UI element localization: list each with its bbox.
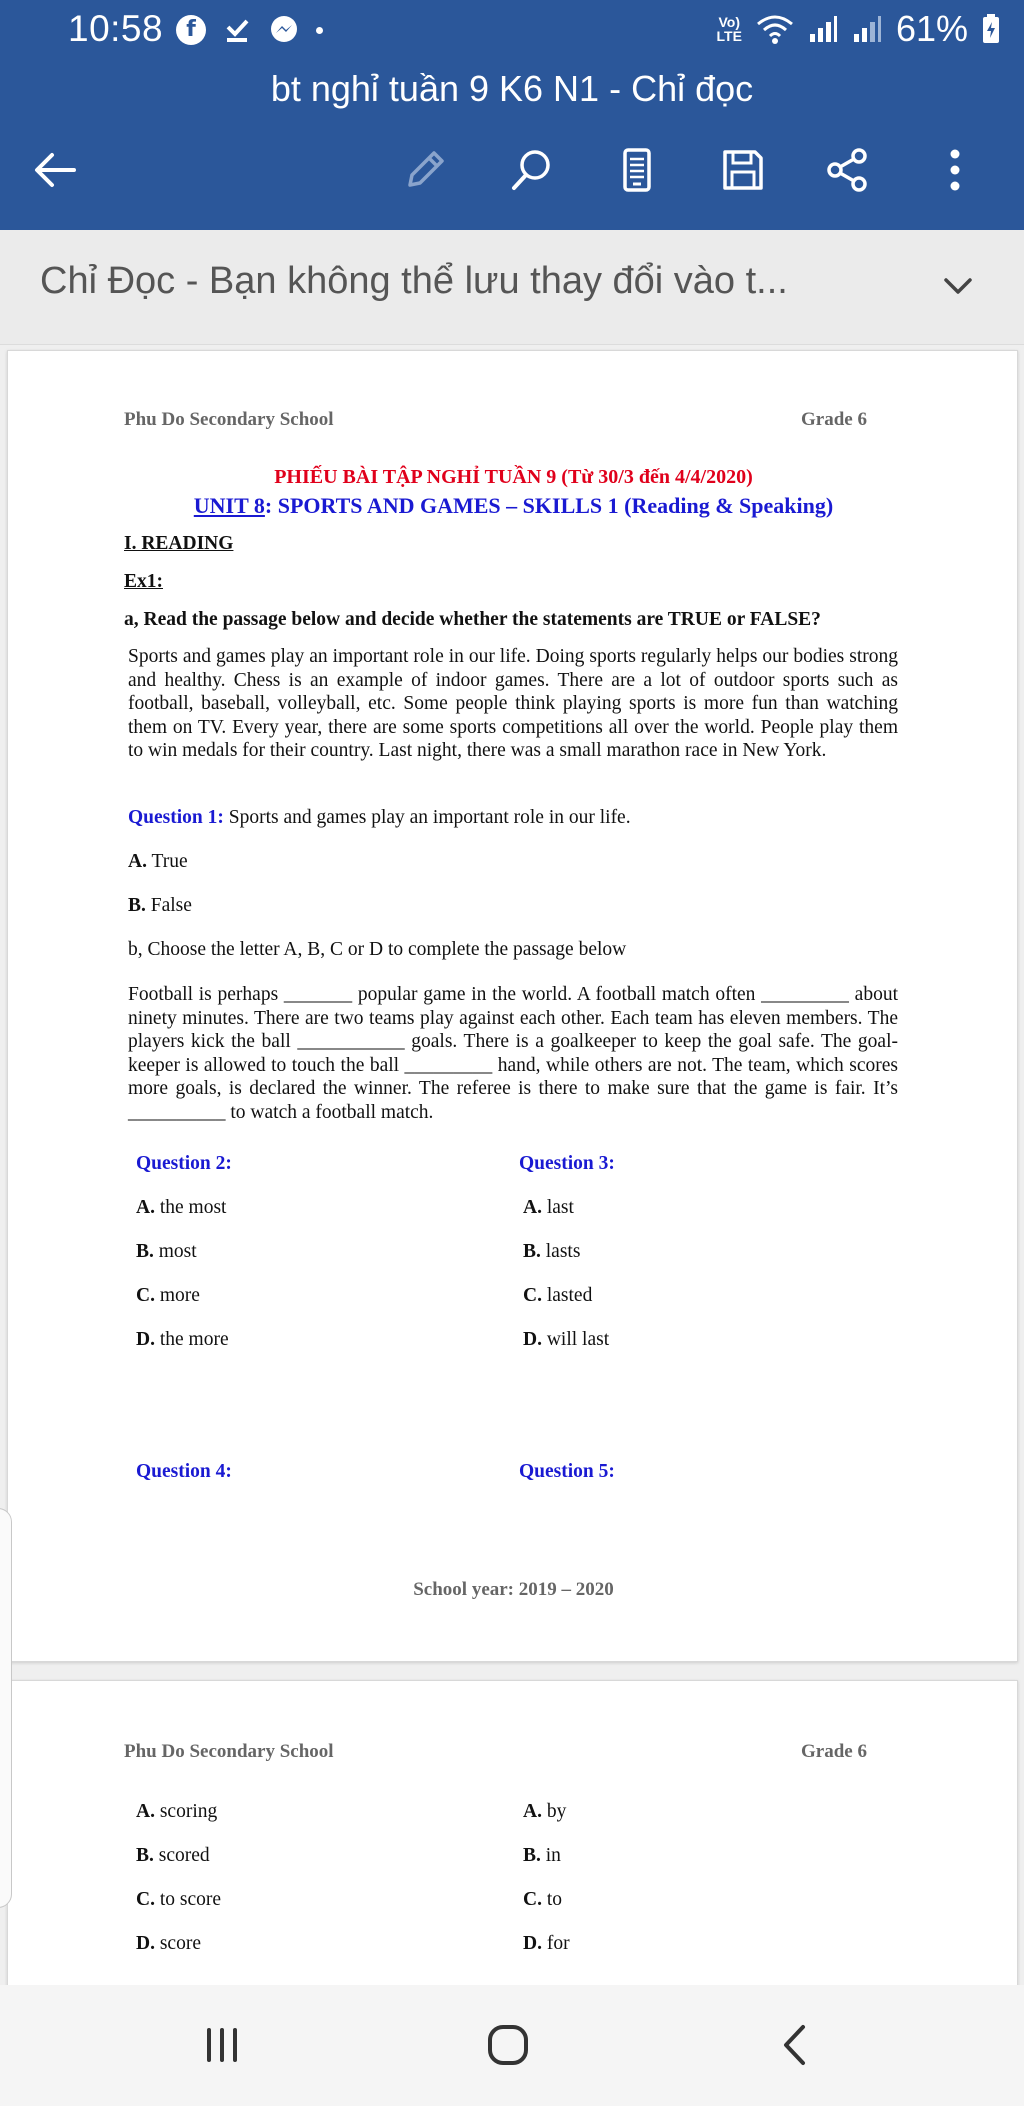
share-button[interactable] <box>813 135 883 205</box>
document-page-1 <box>7 350 1018 1662</box>
more-options-button[interactable] <box>920 135 990 205</box>
q3-option-a: A. last <box>523 1197 574 1218</box>
q3-option-c: C. lasted <box>523 1285 593 1306</box>
q4-option-a: A. scoring <box>136 1801 218 1822</box>
back-arrow-icon <box>30 145 80 195</box>
status-bar <box>0 0 1024 64</box>
q5-option-b: B. in <box>523 1845 561 1866</box>
more-notifications-icon <box>316 27 323 34</box>
share-icon <box>823 145 873 195</box>
home-icon <box>483 2020 533 2070</box>
edit-button[interactable] <box>390 135 460 205</box>
messenger-icon <box>268 14 300 46</box>
more-options-icon <box>930 145 980 195</box>
back-button[interactable] <box>20 135 90 205</box>
q2-option-b: B. most <box>136 1241 197 1262</box>
signal-icon <box>808 14 838 44</box>
app-bar <box>0 0 1024 230</box>
battery-percent: 61% <box>895 8 968 49</box>
search-icon <box>507 145 557 195</box>
download-done-icon <box>222 15 252 45</box>
q1-option-b: B. False <box>128 895 192 916</box>
q2-option-d: D. the more <box>136 1329 229 1350</box>
q2-option-c: C. more <box>136 1285 200 1306</box>
search-button[interactable] <box>497 135 567 205</box>
unit-title-text: : SPORTS AND GAMES – SKILLS 1 (Reading & Speaking) <box>264 493 834 518</box>
question-1 <box>128 807 631 829</box>
page-footer: School year: 2019 – 2020 <box>413 1579 614 1600</box>
page2-header-grade: Grade 6 <box>801 1741 867 1762</box>
unit-title <box>8 493 1019 519</box>
q2-option-a: A. the most <box>136 1197 227 1218</box>
battery-icon <box>982 14 1000 44</box>
status-right <box>717 8 1000 50</box>
passage-b: Football is perhaps _______ popular game in the world. A football match often _________ about ninety minutes. There are two teams play against each other. Each team has eleven members. The players kick the ball ___________ goals. There is a goalkeeper to keep the goal safe. The goal-keeper is allowed to touch the ball _________ hand, while others are not. The team, which scores more goals, is declared the winner. The referee is there to make sure that the game is fair. It’s __________ to watch a football match. <box>128 984 898 1123</box>
edit-pencil-icon <box>400 145 450 195</box>
question-5-label: Question 5: <box>519 1461 615 1482</box>
home-button[interactable] <box>478 2015 538 2075</box>
document-page-2 <box>7 1680 1018 1990</box>
status-time: 10:58 <box>68 8 164 49</box>
question-3-label: Question 3: <box>519 1153 615 1174</box>
system-back-button[interactable] <box>766 2015 826 2075</box>
notification-icons <box>176 14 323 46</box>
chevron-down-icon[interactable] <box>938 266 978 306</box>
page2-header-school: Phu Do Secondary School <box>124 1741 334 1762</box>
edge-panel-handle[interactable] <box>0 1508 12 1908</box>
recent-apps-icon <box>197 2020 247 2070</box>
page-header-grade: Grade 6 <box>801 409 867 430</box>
document-title: bt nghỉ tuần 9 K6 N1 - Chỉ đọc <box>270 68 754 109</box>
q5-option-c: C. to <box>523 1889 563 1910</box>
q1-option-a: A. True <box>128 851 188 872</box>
facebook-icon: f <box>176 15 206 45</box>
page-header-school: Phu Do Secondary School <box>124 409 334 430</box>
section-heading: I. READING <box>124 533 234 554</box>
recent-apps-button[interactable] <box>192 2015 252 2075</box>
q4-option-c: C. to score <box>136 1889 222 1910</box>
mobile-view-icon <box>612 145 662 195</box>
save-icon <box>718 145 768 195</box>
unit-label: UNIT 8 <box>193 493 265 518</box>
question-1-text: Sports and games play an important role in our life. <box>223 807 631 828</box>
wifi-icon <box>756 13 794 45</box>
q4-option-b: B. scored <box>136 1845 210 1866</box>
question-4-label: Question 4: <box>136 1461 232 1482</box>
mobile-view-button[interactable] <box>602 135 672 205</box>
read-only-bar[interactable] <box>0 230 1024 345</box>
volte-icon: Vo) LTE <box>716 14 742 44</box>
worksheet-title: PHIẾU BÀI TẬP NGHỈ TUẦN 9 (Từ 30/3 đến 4/4/2020) <box>274 466 753 488</box>
instruction-a: a, Read the passage below and decide whether the statements are TRUE or FALSE? <box>124 609 821 630</box>
q3-option-b: B. lasts <box>523 1241 581 1262</box>
signal-icon-2 <box>852 14 882 44</box>
q5-option-d: D. for <box>523 1933 570 1954</box>
q5-option-a: A. by <box>523 1801 567 1822</box>
q3-option-d: D. will last <box>523 1329 610 1350</box>
question-1-label: Question 1: <box>128 807 224 828</box>
back-icon <box>771 2020 821 2070</box>
navigation-bar <box>0 1985 1024 2106</box>
read-only-message: Chỉ Đọc - Bạn không thể lưu thay đổi vào t... <box>40 260 788 302</box>
q4-option-d: D. score <box>136 1933 201 1954</box>
question-2-label: Question 2: <box>136 1153 232 1174</box>
save-button[interactable] <box>708 135 778 205</box>
instruction-b: b, Choose the letter A, B, C or D to complete the passage below <box>128 939 627 960</box>
passage-a: Sports and games play an important role in our life. Doing sports regularly helps our bodies strong and healthy. Chess is an example of indoor games. There are a lot of outdoor sports such as football, baseball, volleyball, etc. Some people think playing sports is more fun than watching them on TV. Every year, there are some sports competitions all over the world. People play them to win medals for their country. Last night, there was a small marathon race in New York. <box>128 646 898 762</box>
exercise-label: Ex1: <box>124 571 163 592</box>
toolbar <box>0 135 1024 205</box>
